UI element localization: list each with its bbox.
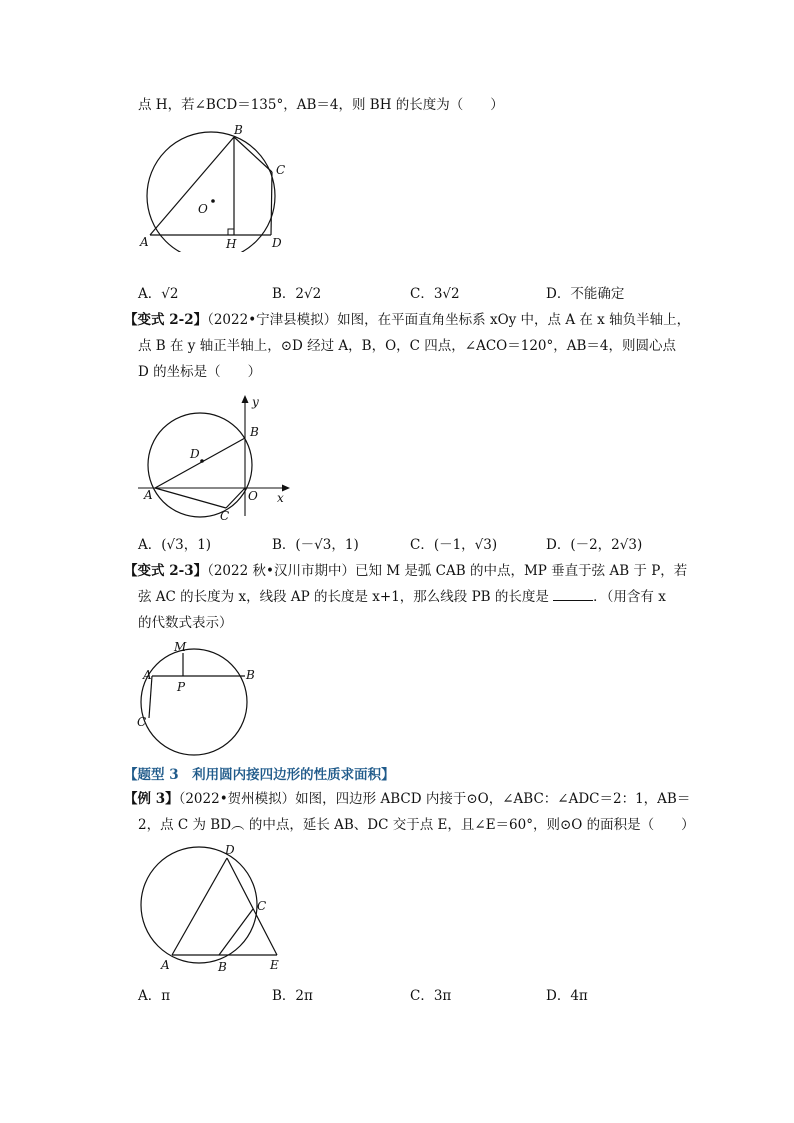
- problem2-tag: 【变式 2-2】: [124, 312, 208, 328]
- label-e: E: [270, 958, 279, 972]
- problem3-figure: [130, 638, 260, 758]
- label-a: A: [161, 958, 170, 972]
- label-p: P: [177, 680, 186, 694]
- label-x: x: [277, 491, 284, 505]
- problem4-text-line1: [124, 789, 690, 809]
- label-y: y: [252, 395, 259, 409]
- segment-ad: [172, 858, 227, 955]
- label-b: B: [250, 425, 259, 439]
- problem4-tag: 【例 3】: [124, 791, 179, 807]
- problem4-source: （2022•贺州模拟）: [178, 791, 296, 807]
- label-h: H: [226, 237, 237, 251]
- segment-bc: [219, 909, 253, 955]
- p4-option-b[interactable]: B．2π: [272, 988, 313, 1004]
- label-o: O: [198, 202, 208, 216]
- label-c: C: [220, 509, 230, 523]
- label-d: D: [225, 843, 235, 857]
- problem4-text-line2: 2，点 C 为 BD︵ 的中点，延长 AB、DC 交于点 E，且∠E＝60°，则⊙O 的面积是（ ）: [138, 817, 695, 833]
- problem2-stem-part1: 如图，在平面直角坐标系 xOy 中，点 A 在 x 轴负半轴上，: [337, 312, 691, 328]
- center-point: [211, 199, 215, 203]
- problem2-source: （2022•宁津县模拟）: [207, 312, 338, 328]
- circle: [147, 132, 275, 252]
- problem1-figure: [130, 122, 320, 252]
- label-b: B: [234, 123, 243, 137]
- label-a: A: [140, 235, 149, 249]
- segment-bc: [234, 137, 272, 172]
- chord-ac: [149, 676, 152, 718]
- label-c: C: [276, 163, 286, 177]
- problem2-text-line2: 点 B 在 y 轴正半轴上，⊙D 经过 A，B，O，C 四点，∠ACO＝120°，AB＝4，则圆心点: [138, 338, 677, 354]
- answer-blank[interactable]: [553, 588, 593, 601]
- circle-d: [148, 413, 252, 517]
- p2-option-c[interactable]: C．(－1，√3): [410, 537, 498, 553]
- problem3-source: （2022 秋•汉川市期中）: [207, 563, 355, 579]
- label-c: C: [257, 899, 267, 913]
- right-angle-mark: [228, 229, 234, 235]
- segment-cd: [271, 172, 272, 235]
- problem3-text-line2: [138, 587, 666, 607]
- problem2-text-line1: [124, 310, 690, 330]
- label-o: O: [248, 489, 258, 503]
- segment-ab: [150, 137, 234, 235]
- problem3-stem-part2: 弦 AC 的长度为 x，线段 AP 的长度是 x+1，那么线段 PB 的长度是: [138, 589, 549, 605]
- p4-option-c[interactable]: C．3π: [410, 988, 452, 1004]
- problem2-figure: [138, 392, 298, 524]
- label-a: A: [143, 668, 152, 682]
- problem3-stem-part1: 已知 M 是弧 CAB 的中点，MP 垂直于弦 AB 于 P，若: [354, 563, 688, 579]
- p2-option-d[interactable]: D．(－2，2√3): [546, 537, 643, 553]
- p2-option-b[interactable]: B．(－√3，1): [272, 537, 359, 553]
- problem4-figure: [134, 842, 294, 974]
- problem3-tag: 【变式 2-3】: [124, 563, 208, 579]
- problem2-text-line3: D 的坐标是（ ）: [138, 364, 262, 380]
- p1-option-b[interactable]: B．2√2: [272, 286, 322, 302]
- label-a: A: [144, 488, 153, 502]
- line-dce: [227, 858, 277, 955]
- label-m: M: [174, 640, 187, 654]
- label-d: D: [190, 447, 200, 461]
- segment-ab: [155, 438, 245, 488]
- section-heading: 【题型 3 利用圆内接四边形的性质求面积】: [124, 767, 395, 783]
- problem4-stem-part1: 如图，四边形 ABCD 内接于⊙O，∠ABC：∠ADC＝2：1，AB＝: [295, 791, 691, 807]
- circle: [141, 649, 247, 755]
- problem1-text-line1: 点 H，若∠BCD＝135°，AB＝4，则 BH 的长度为（ ）: [138, 97, 504, 113]
- label-d: D: [272, 236, 282, 250]
- problem3-text-line1: [124, 561, 687, 581]
- center-point-d: [200, 459, 204, 463]
- p2-option-a[interactable]: A．(√3，1): [138, 537, 212, 553]
- segment-ac: [155, 488, 226, 508]
- p4-option-d[interactable]: D．4π: [546, 988, 588, 1004]
- problem3-text-line3: 的代数式表示）: [138, 615, 233, 631]
- p4-option-a[interactable]: A．π: [138, 988, 171, 1004]
- y-axis-arrow: [242, 395, 249, 403]
- label-b: B: [246, 668, 255, 682]
- problem3-stem-part3: ．（用含有 x: [593, 589, 666, 605]
- circle-o: [141, 847, 257, 963]
- label-c: C: [137, 715, 147, 729]
- segment-co: [226, 488, 245, 508]
- p1-option-a[interactable]: A．√2: [138, 286, 179, 302]
- label-b: B: [218, 960, 227, 974]
- p1-option-c[interactable]: C．3√2: [410, 286, 460, 302]
- p1-option-d[interactable]: D．不能确定: [546, 286, 625, 302]
